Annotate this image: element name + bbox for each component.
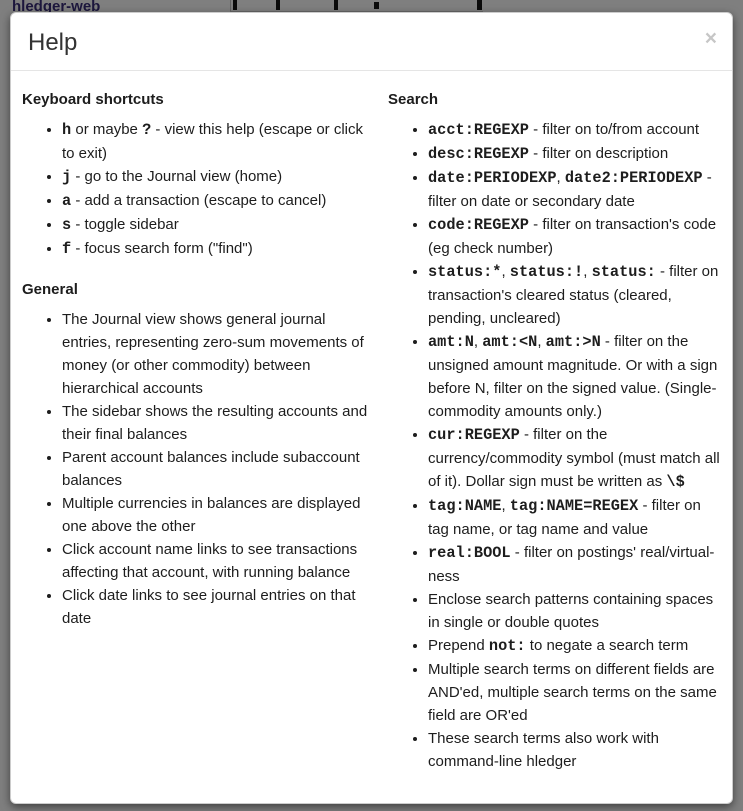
code-term: h (62, 121, 72, 139)
text-segment: The sidebar shows the resulting accounts and their final balances (62, 403, 368, 443)
text-segment: Click date links to see journal entries on that date (62, 587, 356, 627)
text-segment: - add a transaction (escape to cancel) (71, 192, 327, 209)
text-segment: Prepend (428, 637, 489, 654)
help-list-item (428, 142, 722, 166)
help-modal (10, 12, 733, 804)
help-list-item (428, 588, 722, 634)
text-segment: - filter on description (528, 145, 669, 162)
text-segment: - toggle sidebar (71, 216, 179, 233)
help-list-item (428, 330, 722, 423)
text-segment: - focus search form ("find") (71, 240, 253, 257)
text-segment: , (583, 263, 592, 280)
modal-body (11, 71, 732, 803)
modal-header (11, 13, 732, 71)
help-list-item (62, 492, 372, 538)
text-segment: - filter on tag name, or tag name and value (428, 497, 701, 538)
help-list (388, 118, 722, 773)
text-segment: - filter on transaction's code (eg check number) (428, 216, 717, 257)
section-heading: General (22, 281, 78, 298)
code-term: desc:REGEXP (428, 145, 529, 163)
help-list-item (62, 213, 372, 237)
code-term: status: (591, 263, 656, 281)
text-segment: Parent account balances include subaccount balances (62, 449, 360, 489)
help-list-item (62, 538, 372, 584)
help-list-item (428, 658, 722, 727)
modal-title: Help (28, 29, 78, 56)
help-list-item (62, 165, 372, 189)
code-term: amt:<N (482, 333, 538, 351)
code-term: amt:N (428, 333, 474, 351)
text-segment: These search terms also work with command-line hledger (428, 730, 659, 770)
code-term: j (62, 168, 72, 186)
code-term: tag:NAME (428, 497, 502, 515)
code-term: not: (488, 637, 526, 655)
help-list-item (62, 308, 372, 400)
code-term: real:BOOL (428, 544, 511, 562)
close-icon[interactable]: × (704, 27, 717, 50)
text-segment: or maybe (71, 121, 143, 138)
help-list-item (428, 423, 722, 494)
help-list-item (62, 118, 372, 165)
code-term: f (62, 240, 72, 258)
code-term: \$ (666, 473, 685, 491)
help-list-item (428, 494, 722, 541)
code-term: date:PERIODEXP (428, 169, 557, 187)
code-term: s (62, 216, 72, 234)
help-left-column (22, 91, 382, 783)
code-term: tag:NAME=REGEX (509, 497, 639, 515)
text-segment: Multiple search terms on different fields are AND'ed, multiple search terms on the same field are OR'ed (428, 661, 717, 724)
text-segment: Multiple currencies in balances are displayed one above the other (62, 495, 361, 535)
text-segment: The Journal view shows general journal entries, representing zero-sum movements of money (or other commodity) between hierarchical accounts (62, 311, 364, 397)
text-segment: to negate a search term (525, 637, 689, 654)
section-heading: Search (388, 91, 439, 108)
help-list-item (428, 213, 722, 260)
section-heading: Keyboard shortcuts (22, 91, 164, 108)
text-segment: - filter on transaction's cleared status (cleared, pending, uncleared) (428, 263, 719, 327)
code-term: ? (142, 121, 152, 139)
help-list-item (428, 541, 722, 588)
help-list (22, 118, 372, 261)
code-term: acct:REGEXP (428, 121, 529, 139)
help-list-item (428, 727, 722, 773)
text-segment: , (501, 497, 510, 514)
help-list-item (62, 584, 372, 630)
text-segment: - go to the Journal view (home) (71, 168, 283, 185)
help-list-item (62, 189, 372, 213)
text-segment: , (556, 169, 565, 186)
help-list-item (62, 400, 372, 446)
code-term: a (62, 192, 72, 210)
text-segment: - filter on the unsigned amount magnitude. Or with a sign before N, filter on the signed value. (Single-commodity amounts only.) (428, 333, 718, 420)
code-term: status:* (428, 263, 502, 281)
text-segment: - filter on postings' real/virtual-ness (428, 544, 715, 585)
text-segment: - filter on the currency/commodity symbol (must match all of it). Dollar sign must be written as (428, 426, 720, 490)
code-term: code:REGEXP (428, 216, 529, 234)
text-segment: - filter on to/from account (528, 121, 700, 138)
text-segment: - view this help (escape or click to exit) (62, 121, 363, 162)
help-right-column (382, 91, 722, 783)
code-term: amt:>N (545, 333, 601, 351)
help-list-item (428, 166, 722, 213)
help-list (22, 308, 372, 630)
text-segment: Click account name links to see transactions affecting that account, with running balance (62, 541, 358, 581)
code-term: cur:REGEXP (428, 426, 520, 444)
text-segment: , (537, 333, 546, 350)
help-list-item (428, 118, 722, 142)
text-segment: , (501, 263, 510, 280)
help-list-item (62, 237, 372, 261)
text-segment: Enclose search patterns containing spaces in single or double quotes (428, 591, 714, 631)
code-term: date2:PERIODEXP (564, 169, 703, 187)
text-segment: , (473, 333, 483, 350)
code-term: status:! (509, 263, 584, 281)
help-list-item (62, 446, 372, 492)
text-segment: - filter on date or secondary date (428, 169, 712, 210)
help-list-item (428, 260, 722, 330)
help-list-item (428, 634, 722, 658)
